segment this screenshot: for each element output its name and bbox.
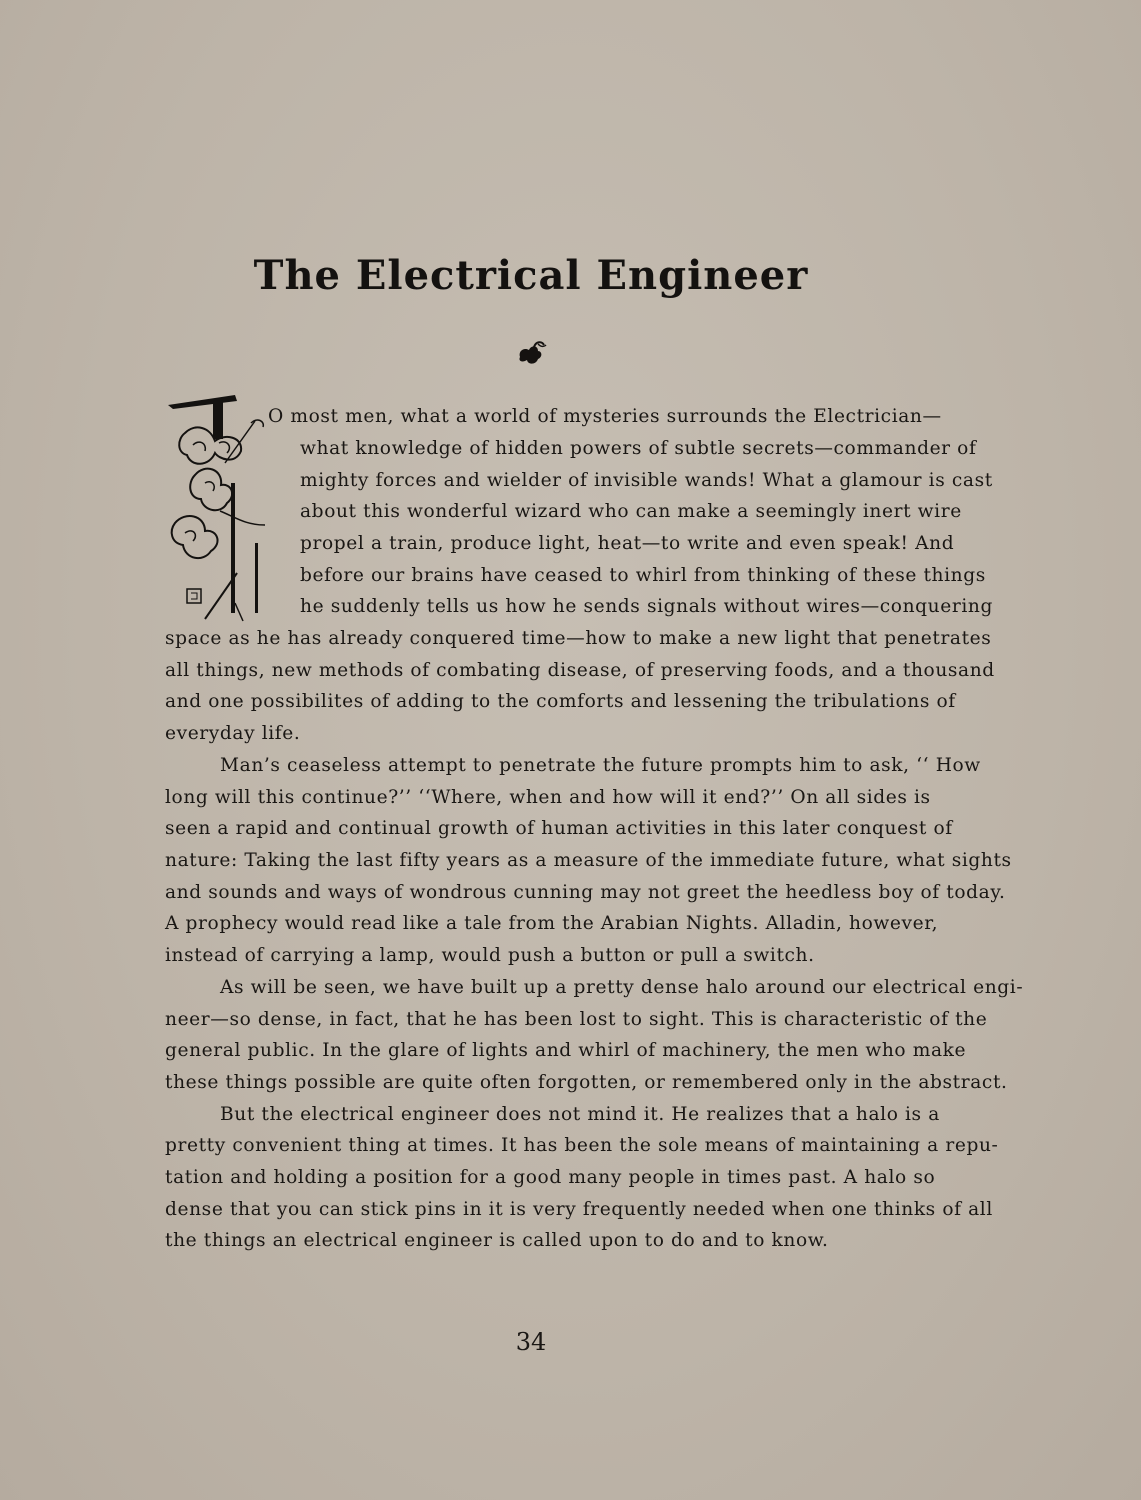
text-line: general public. In the glare of lights and whirl of machinery, the men who make [165,1040,967,1061]
text-line: mighty forces and wielder of invisible wands! What a glamour is cast [300,470,993,491]
text-line: and one possibilites of adding to the comforts and lessening the tribulations of [165,691,956,712]
text-line: the things an electrical engineer is called upon to do and to know. [165,1230,829,1251]
text-line: long will this continue?’’ ‘‘Where, when and how will it end?’’ On all sides is [165,787,931,808]
text-line: But the electrical engineer does not mind it. He realizes that a halo is a [220,1104,940,1125]
text-line: seen a rapid and continual growth of human activities in this later conquest of [165,818,953,839]
text-line: before our brains have ceased to whirl from thinking of these things [300,565,986,586]
text-line: propel a train, produce light, heat—to write and even speak! And [300,533,955,554]
text-line: O most men, what a world of mysteries surrounds the Electrician— [268,406,942,427]
text-line: space as he has already conquered time—how to make a new light that penetrates [165,628,992,649]
drop-cap-letter [165,393,166,394]
text-line: neer—so dense, in fact, that he has been lost to sight. This is characteristic of the [165,1009,988,1030]
text-line: and sounds and ways of wondrous cunning may not greet the heedless boy of today. [165,882,1006,903]
text-line: these things possible are quite often forgotten, or remembered only in the abstract. [165,1072,1008,1093]
text-line: all things, new methods of combating disease, of preserving foods, and a thousand [165,660,995,681]
text-line: about this wonderful wizard who can make a seemingly inert wire [300,501,962,522]
text-line: dense that you can stick pins in it is very frequently needed when one thinks of all [165,1199,993,1220]
text-line: instead of carrying a lamp, would push a button or pull a switch. [165,945,815,966]
text-line: pretty convenient thing at times. It has been the sole means of maintaining a repu- [165,1135,999,1156]
text-line: As will be seen, we have built up a pretty dense halo around our electrical engi- [220,977,1024,998]
page-title: The Electrical Engineer [253,252,809,299]
text-line: A prophecy would read like a tale from the Arabian Nights. Alladin, however, [165,913,939,934]
leaf-fleuron-icon [514,335,548,369]
text-line: he suddenly tells us how he sends signals without wires—conquering [300,596,993,617]
text-line: everyday life. [165,723,301,744]
floral-drop-cap-t [165,393,285,623]
text-line: tation and holding a position for a good many people in times past. A halo so [165,1167,936,1188]
text-line: nature: Taking the last fifty years as a measure of the immediate future, what sights [165,850,1012,871]
text-line: Man’s ceaseless attempt to penetrate the future prompts him to ask, ‘‘ How [220,755,981,776]
text-line: what knowledge of hidden powers of subtle secrets—commander of [300,438,977,459]
page-number: 34 [515,1328,547,1356]
